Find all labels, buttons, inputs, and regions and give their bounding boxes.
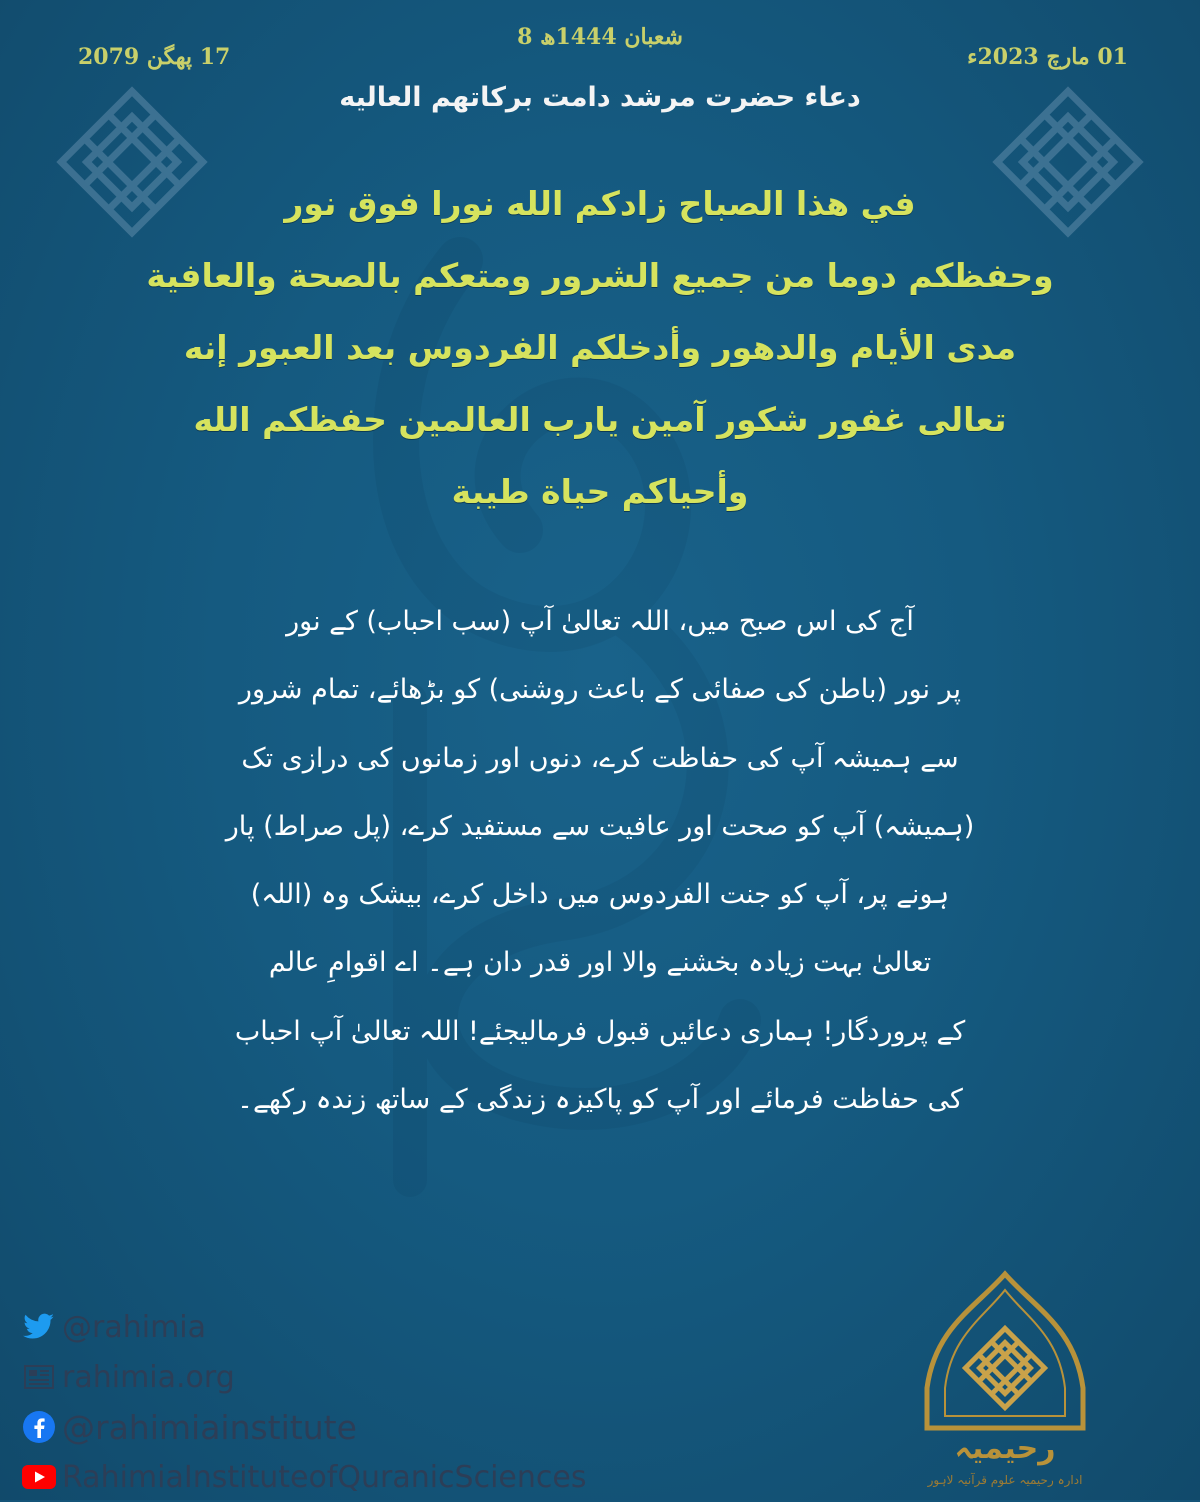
institute-logo	[905, 1268, 1105, 1493]
urdu-line: ہونے پر، آپ کو جنت الفردوس میں داخل کرے، بیشک وہ (اللہ)	[250, 879, 950, 911]
urdu-line: پر نور (باطن کی صفائی کے باعث روشنی) کو بڑھائے، تمام شرور	[238, 674, 962, 706]
facebook-icon	[22, 1410, 56, 1444]
arabic-line: تعالى غفور شكور آمين يارب العالمين حفظكم الله	[193, 400, 1007, 439]
facebook-link[interactable]	[22, 1402, 662, 1452]
page-title: دعاء حضرت مرشد دامت برکاتهم العالیه	[339, 82, 861, 113]
urdu-line: کے پروردگار! ہماری دعائیں قبول فرمالیجئے! اللہ تعالیٰ آپ احباب	[234, 1015, 966, 1047]
bikrami-date: 17 پھگن 2079	[78, 44, 231, 70]
urdu-line: کی حفاظت فرمائے اور آپ کو پاکیزہ زندگی کے ساتھ زندہ رکھے۔	[237, 1084, 963, 1116]
facebook-handle: @rahimiainstitute	[62, 1407, 357, 1447]
youtube-link[interactable]	[22, 1452, 662, 1502]
website-url: rahimia.org	[62, 1359, 235, 1395]
arabic-line: وأحياكم حياة طيبة	[451, 472, 749, 511]
twitter-bird-icon	[22, 1310, 56, 1344]
web-icon	[22, 1360, 56, 1394]
twitter-handle: @rahimia	[62, 1309, 207, 1345]
logo-title: رحیمیہ	[954, 1431, 1056, 1466]
website-link[interactable]	[22, 1352, 662, 1402]
arabic-line: وحفظكم دوما من جميع الشرور ومتعكم بالصحة والعافية	[146, 256, 1054, 295]
logo-subtitle: ادارہ رحیمیہ علوم قرآنیہ لاہور	[927, 1473, 1083, 1487]
arabic-prayer	[80, 168, 1120, 528]
urdu-translation	[150, 588, 1050, 1134]
urdu-line: آج کی اس صبح میں، اللہ تعالیٰ آپ (سب احباب) کے نور	[286, 606, 914, 637]
gregorian-date: 01 مارچ 2023ء	[967, 44, 1128, 70]
youtube-icon	[22, 1460, 56, 1494]
youtube-channel: RahimiaInstituteofQuranicSciences	[62, 1459, 587, 1495]
urdu-line: (ہمیشہ) آپ کو صحت اور عافیت سے مستفید کرے، (پل صراط) پار	[225, 810, 975, 842]
arabic-line: مدى الأيام والدهور وأدخلكم الفردوس بعد العبور إنه	[183, 328, 1017, 367]
urdu-line: سے ہمیشہ آپ کی حفاظت کرے، دنوں اور زمانوں کی درازی تک	[241, 742, 959, 774]
twitter-link[interactable]	[22, 1302, 662, 1352]
urdu-line: تعالیٰ بہت زیادہ بخشنے والا اور قدر دان ہے۔ اے اقوامِ عالم	[268, 947, 932, 979]
hijri-date: 8 شعبان 1444ھ	[517, 24, 683, 50]
arabic-line: في هذا الصباح زادكم الله نورا فوق نور	[284, 184, 916, 223]
social-links	[22, 1302, 662, 1502]
